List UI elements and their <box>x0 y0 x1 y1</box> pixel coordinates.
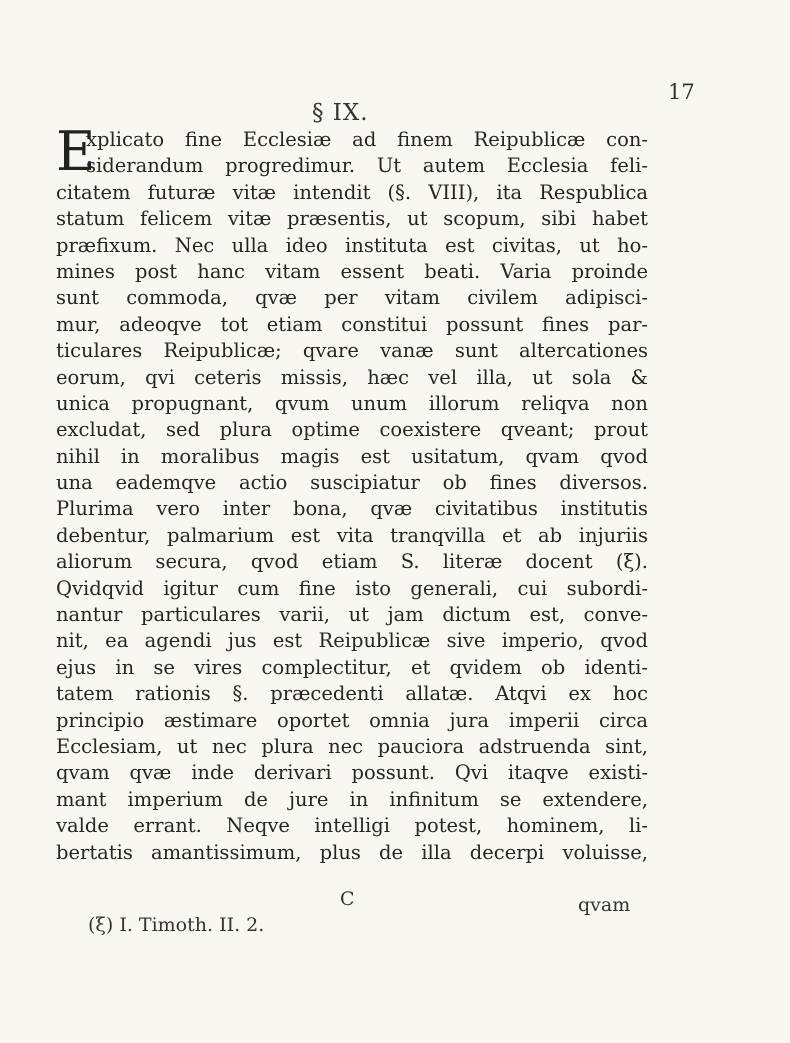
text-line: tatem rationis §. præcedenti allatæ. Atqvi ex hoc <box>56 682 648 706</box>
text-line: debentur, palmarium est vita tranqvilla et ab injuriis <box>56 523 648 547</box>
text-line: præfixum. Nec ulla ideo instituta est civitas, ut ho- <box>56 233 648 257</box>
signature-mark: C <box>340 888 355 910</box>
text-line: nantur particulares varii, ut jam dictum est, conve- <box>56 603 648 627</box>
text-line: Qvidqvid igitur cum fine isto generali, cui subordi- <box>56 576 648 600</box>
text-line: mur, adeoqve tot etiam constitui possunt fines par- <box>56 312 648 336</box>
catchword: qvam <box>578 894 631 916</box>
text-line: una eademqve actio suscipiatur ob fines diversos. <box>56 471 648 495</box>
text-line: unica propugnant, qvum unum illorum reliqva non <box>56 391 648 415</box>
text-line: aliorum secura, qvod etiam S. literæ docent (ξ). <box>56 550 648 574</box>
text-line: sunt commoda, qvæ per vitam civilem adipisci- <box>56 286 648 310</box>
text-line: principio æstimare oportet omnia jura imperii circa <box>56 708 648 732</box>
drop-cap: E <box>56 120 96 183</box>
text-line: citatem futuræ vitæ intendit (§. VIII), ita Respublica <box>56 180 648 204</box>
text-line: xplicato fine Ecclesiæ ad finem Reipublicæ con- <box>86 128 648 151</box>
section-heading: § IX. <box>312 100 369 126</box>
text-line: ticulares Reipublicæ; qvare vanæ sunt altercationes <box>56 339 648 363</box>
text-line: mant imperium de jure in infinitum se extendere, <box>56 787 648 811</box>
text-line: qvam qvæ inde derivari possunt. Qvi itaqve existi- <box>56 761 648 785</box>
text-line: ejus in se vires complectitur, et qvidem ob identi- <box>56 655 648 679</box>
text-line: Plurima vero inter bona, qvæ civitatibus institutis <box>56 497 648 521</box>
page-number: 17 <box>668 80 695 104</box>
text-line: valde errant. Neqve intelligi potest, hominem, li- <box>56 814 648 838</box>
text-line: nihil in moralibus magis est usitatum, qvam qvod <box>56 444 648 468</box>
text-line: mines post hanc vitam essent beati. Varia proinde <box>56 259 648 283</box>
body-text <box>56 120 648 866</box>
text-line: statum felicem vitæ præsentis, ut scopum, sibi habet <box>56 207 648 231</box>
text-line: siderandum progredimur. Ut autem Ecclesia feli- <box>86 154 648 178</box>
text-line: Ecclesiam, ut nec plura nec pauciora adstruenda sint, <box>56 734 648 758</box>
footnote: (ξ) I. Timoth. II. 2. <box>88 914 265 936</box>
text-line: excludat, sed plura optime coexistere qveant; prout <box>56 418 648 442</box>
text-line: nit, ea agendi jus est Reipublicæ sive imperio, qvod <box>56 629 648 653</box>
text-line: eorum, qvi ceteris missis, hæc vel illa, ut sola & <box>56 365 648 389</box>
text-line: bertatis amantissimum, plus de illa decerpi voluisse, <box>56 840 648 864</box>
